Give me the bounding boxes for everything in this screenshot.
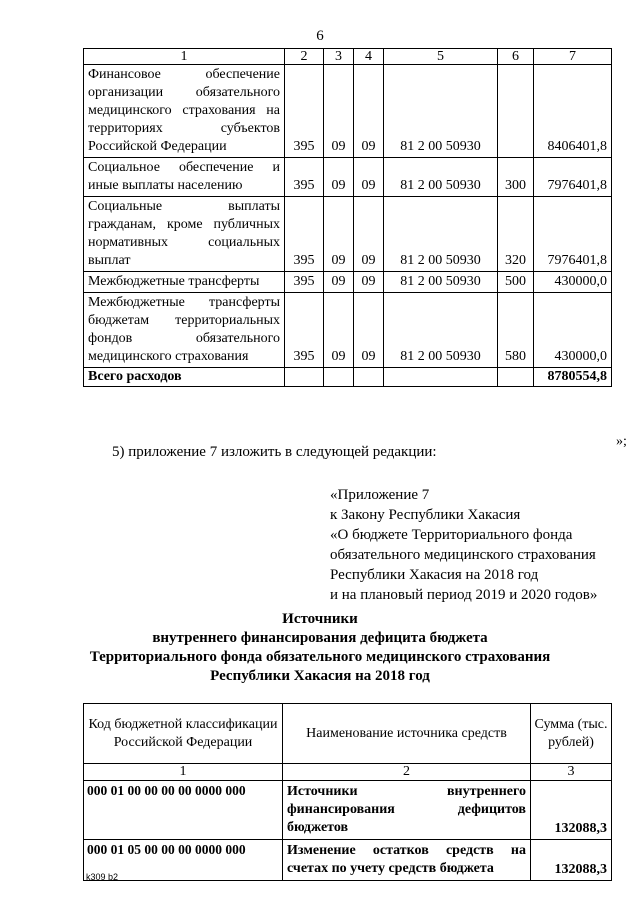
sum-header: Сумма (тыс. рублей) <box>531 704 612 764</box>
empty-cell <box>354 368 384 387</box>
column-number: 1 <box>84 49 285 65</box>
title-line: Источники <box>282 611 358 627</box>
ministry-code: 395 <box>285 197 324 272</box>
amount: 7976401,8 <box>534 158 612 197</box>
column-number: 2 <box>283 764 531 781</box>
column-number: 6 <box>498 49 534 65</box>
table-row <box>84 840 612 881</box>
section-code: 09 <box>324 272 354 293</box>
section-code: 09 <box>324 197 354 272</box>
target-article-code: 81 2 00 50930 <box>384 293 498 368</box>
expense-name: Межбюджетные трансферты <box>84 272 285 293</box>
code-header: Код бюджетной классификации Российской Федерации <box>84 704 283 764</box>
total-amount: 8780554,8 <box>534 368 612 387</box>
section-code: 09 <box>324 65 354 158</box>
column-number: 1 <box>84 764 283 781</box>
column-number: 3 <box>531 764 612 781</box>
total-label: Всего расходов <box>84 368 285 387</box>
appendix-line: «Приложение 7 <box>330 487 430 503</box>
table-row <box>84 293 612 368</box>
page-number: 6 <box>316 28 324 44</box>
section-code: 09 <box>324 293 354 368</box>
column-number-row <box>84 764 612 781</box>
target-article-code: 81 2 00 50930 <box>384 272 498 293</box>
appendix-line: Республики Хакасия на 2018 год <box>330 567 539 583</box>
expense-type-code: 300 <box>498 158 534 197</box>
expense-type-code <box>498 65 534 158</box>
appendix-line: к Закону Республики Хакасия <box>330 507 521 523</box>
table-row <box>84 197 612 272</box>
empty-cell <box>384 368 498 387</box>
footer-code: k309 b2 <box>86 872 119 882</box>
document-title <box>0 610 640 686</box>
expense-name: Социальное обеспечение и иные выплаты населению <box>84 158 285 197</box>
subsection-code: 09 <box>354 158 384 197</box>
expense-name: Социальные выплаты гражданам, кроме публичных нормативных социальных выплат <box>84 197 285 272</box>
subsection-code: 09 <box>354 272 384 293</box>
closing-quote: »; <box>616 434 627 449</box>
column-number: 2 <box>285 49 324 65</box>
amount: 8406401,8 <box>534 65 612 158</box>
appendix-line: «О бюджете Территориального фонда <box>330 527 573 543</box>
section-code: 09 <box>324 158 354 197</box>
table-row <box>84 781 612 840</box>
subsection-code: 09 <box>354 65 384 158</box>
column-number: 4 <box>354 49 384 65</box>
target-article-code: 81 2 00 50930 <box>384 158 498 197</box>
target-article-code: 81 2 00 50930 <box>384 197 498 272</box>
amount: 430000,0 <box>534 293 612 368</box>
ministry-code: 395 <box>285 158 324 197</box>
table-row <box>84 65 612 158</box>
classification-code: 000 01 00 00 00 00 0000 000 <box>84 781 283 840</box>
appendix-line: обязательного медицинского страхования <box>330 547 596 563</box>
table-header-row <box>84 704 612 764</box>
paragraph-5: 5) приложение 7 изложить в следующей редакции: <box>112 444 437 460</box>
subsection-code: 09 <box>354 293 384 368</box>
title-line: Территориального фонда обязательного медицинского страхования <box>89 649 551 665</box>
empty-cell <box>324 368 354 387</box>
name-header: Наименование источника средств <box>283 704 531 764</box>
amount: 430000,0 <box>534 272 612 293</box>
appendix-heading <box>330 485 597 605</box>
expense-type-code: 580 <box>498 293 534 368</box>
expense-name: Межбюджетные трансферты бюджетам территориальных фондов обязательного медицинского страхования <box>84 293 285 368</box>
table-row <box>84 272 612 293</box>
ministry-code: 395 <box>285 65 324 158</box>
expense-name: Финансовое обеспечение организации обязательного медицинского страхования на территориях субъектов Российской Федерации <box>84 65 285 158</box>
table-row <box>84 158 612 197</box>
source-name: Изменение остатков средств на счетах по учету средств бюджета <box>283 840 531 881</box>
expenses-table <box>83 48 612 387</box>
classification-code: 000 01 05 00 00 00 0000 000 <box>84 840 283 881</box>
target-article-code: 81 2 00 50930 <box>384 65 498 158</box>
source-sum: 132088,3 <box>531 840 612 881</box>
table-header-row <box>84 49 612 65</box>
empty-cell <box>498 368 534 387</box>
column-number: 7 <box>534 49 612 65</box>
appendix-line: и на плановый период 2019 и 2020 годов» <box>330 587 598 603</box>
column-number: 3 <box>324 49 354 65</box>
expense-type-code: 320 <box>498 197 534 272</box>
column-number: 5 <box>384 49 498 65</box>
amount: 7976401,8 <box>534 197 612 272</box>
empty-cell <box>285 368 324 387</box>
ministry-code: 395 <box>285 293 324 368</box>
source-sum: 132088,3 <box>531 781 612 840</box>
subsection-code: 09 <box>354 197 384 272</box>
ministry-code: 395 <box>285 272 324 293</box>
expense-type-code: 500 <box>498 272 534 293</box>
source-name: Источники внутреннего финансирования дефицитов бюджетов <box>283 781 531 840</box>
title-line: Республики Хакасия на 2018 год <box>210 668 430 684</box>
title-line: внутреннего финансирования дефицита бюджета <box>152 630 488 646</box>
financing-sources-table <box>83 703 612 881</box>
total-row <box>84 368 612 387</box>
